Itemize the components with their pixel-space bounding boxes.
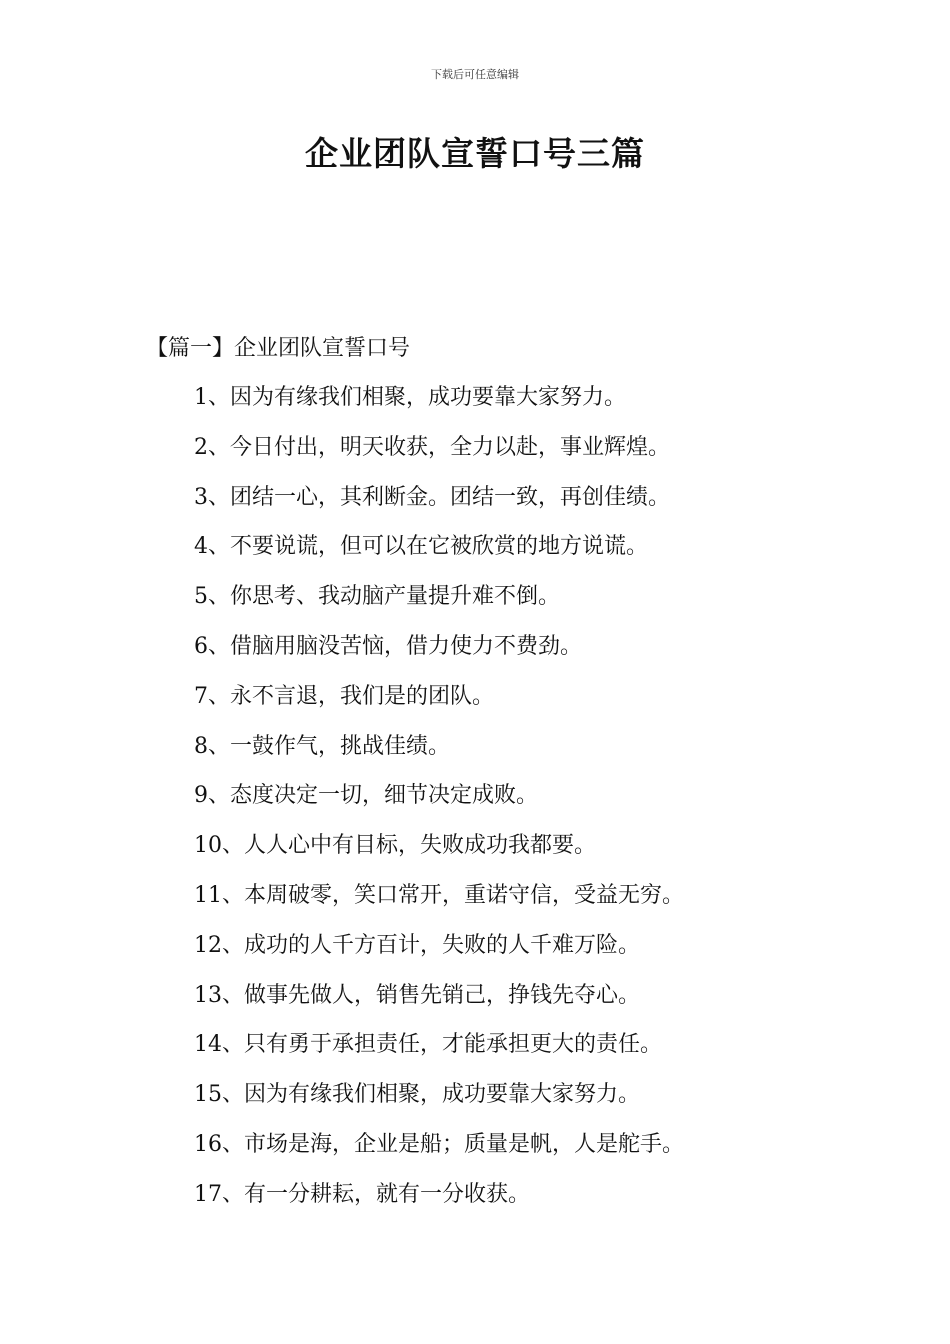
list-item: 6、借脑用脑没苦恼，借力使力不费劲。: [194, 633, 582, 659]
slogan-list: [194, 383, 894, 1230]
document-title: 企业团队宣誓口号三篇: [305, 134, 645, 173]
list-item: 11、本周破零，笑口常开，重诺守信，受益无穷。: [194, 882, 684, 908]
list-item: 17、有一分耕耘，就有一分收获。: [194, 1181, 530, 1207]
list-item: 13、做事先做人，销售先销己，挣钱先夺心。: [194, 982, 640, 1008]
list-item: 1、因为有缘我们相聚，成功要靠大家努力。: [194, 385, 626, 410]
header-note: 下载后可任意编辑: [431, 68, 519, 81]
list-item: 16、市场是海，企业是船；质量是帆，人是舵手。: [194, 1131, 684, 1157]
list-item: 14、只有勇于承担责任，才能承担更大的责任。: [194, 1032, 662, 1058]
list-item: 12、成功的人千方百计，失败的人千难万险。: [194, 932, 640, 958]
section-heading: 【篇一】企业团队宣誓口号: [146, 336, 411, 361]
list-item: 3、团结一心，其利断金。团结一致，再创佳绩。: [194, 484, 670, 510]
list-item: 8、一鼓作气，挑战佳绩。: [194, 733, 450, 759]
list-item: 7、永不言退，我们是的团队。: [194, 683, 494, 709]
list-item: 4、不要说谎，但可以在它被欣赏的地方说谎。: [194, 534, 648, 560]
list-item: 15、因为有缘我们相聚，成功要靠大家努力。: [194, 1082, 640, 1108]
list-item: 10、人人心中有目标，失败成功我都要。: [194, 833, 596, 859]
list-item: 2、今日付出，明天收获，全力以赴，事业辉煌。: [194, 434, 670, 460]
list-item: 9、态度决定一切，细节决定成败。: [194, 783, 538, 809]
list-item: 5、你思考、我动脑产量提升难不倒。: [194, 584, 560, 610]
